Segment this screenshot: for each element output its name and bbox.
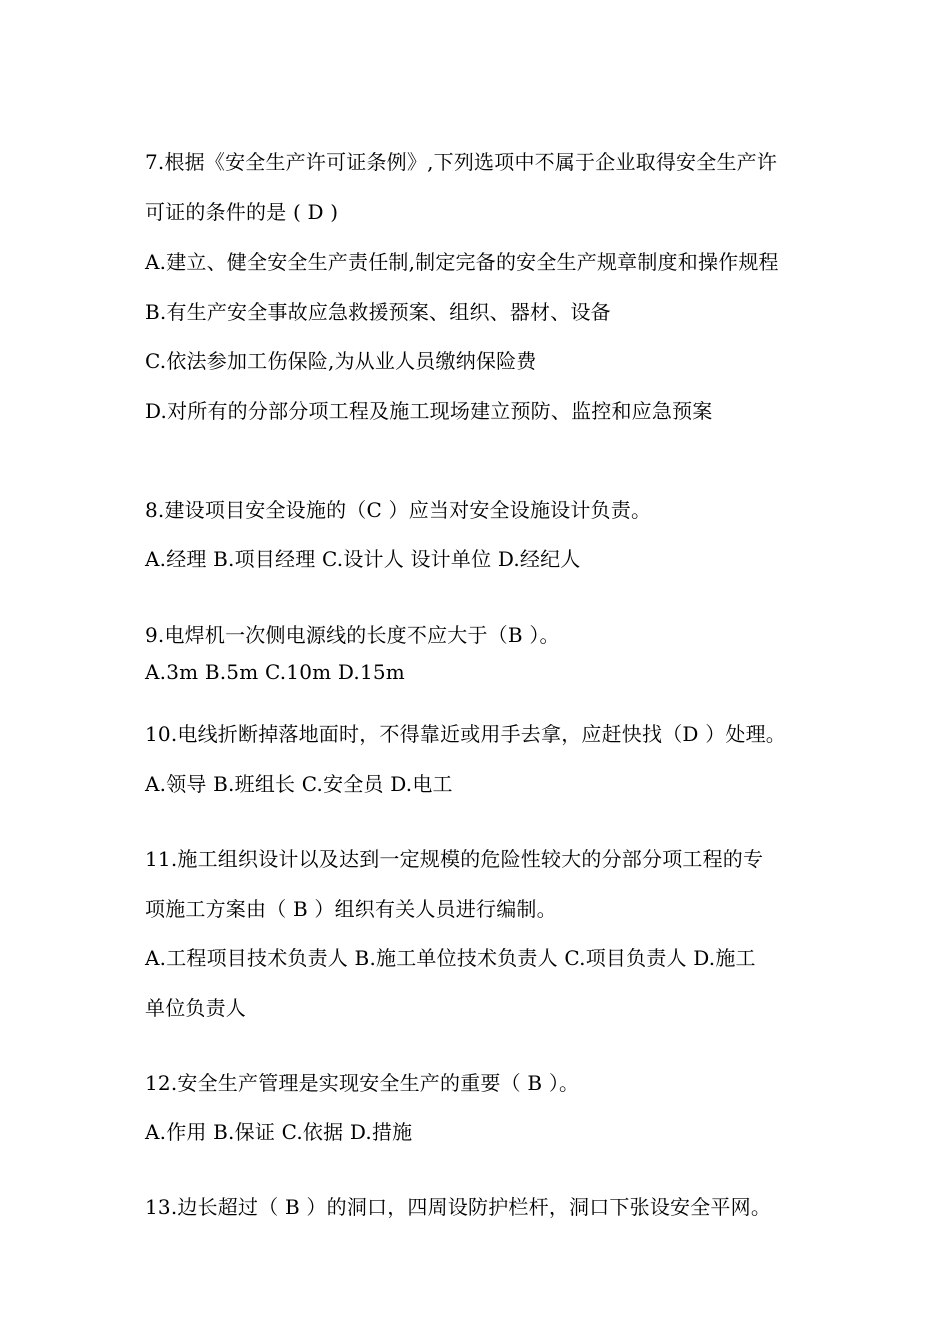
question-stem-line: 8.建设项目安全设施的（C ）应当对安全设施设计负责。 — [145, 498, 652, 522]
answer-option-line: A.工程项目技术负责人 B.施工单位技术负责人 C.项目负责人 D.施工 — [145, 946, 756, 970]
answer-option-line: D.对所有的分部分项工程及施工现场建立预防、监控和应急预案 — [145, 399, 713, 423]
answer-option-line: A.领导 B.班组长 C.安全员 D.电工 — [145, 772, 453, 796]
question-stem-line: 10.电线折断掉落地面时，不得靠近或用手去拿，应赶快找（D ）处理。 — [145, 722, 786, 746]
question-stem-line: 12.安全生产管理是实现安全生产的重要（ B ）。 — [145, 1071, 580, 1095]
answer-option-line: B.有生产安全事故应急救援预案、组织、器材、设备 — [145, 300, 611, 324]
question-stem-line: 可证的条件的是 ( D ) — [145, 200, 339, 224]
answer-option-line: A.3m B.5m C.10m D.15m — [145, 660, 405, 684]
question-stem-line: 11.施工组织设计以及达到一定规模的危险性较大的分部分项工程的专 — [145, 847, 764, 871]
answer-option-line: A.建立、健全安全生产责任制,制定完备的安全生产规章制度和操作规程 — [145, 250, 779, 274]
question-stem-line: 7.根据《安全生产许可证条例》,下列选项中不属于企业取得安全生产许 — [145, 150, 778, 174]
answer-option-line: A.经理 B.项目经理 C.设计人 设计单位 D.经纪人 — [145, 547, 581, 571]
question-stem-line: 13.边长超过（ B ）的洞口，四周设防护栏杆，洞口下张设安全平网。 — [145, 1195, 772, 1219]
answer-option-line: C.依法参加工伤保险,为从业人员缴纳保险费 — [145, 349, 537, 373]
question-stem-line: 项施工方案由（ B ）组织有关人员进行编制。 — [145, 897, 557, 921]
answer-option-line: A.作用 B.保证 C.依据 D.措施 — [145, 1120, 413, 1144]
answer-option-line: 单位负责人 — [145, 996, 246, 1020]
question-stem-line: 9.电焊机一次侧电源线的长度不应大于（B ）。 — [145, 623, 560, 647]
